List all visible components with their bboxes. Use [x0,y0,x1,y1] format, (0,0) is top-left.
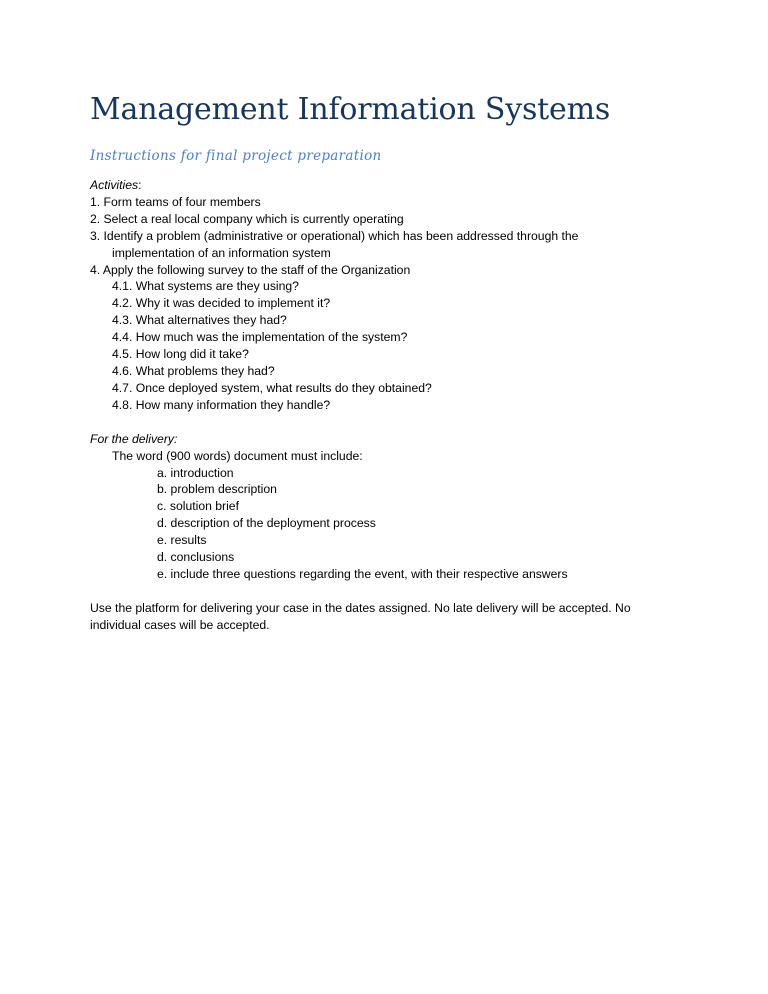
activity-step: 3. Identify a problem (administrative or operational) which has been addressed through the [90,228,579,243]
activity-step: 2. Select a real local company which is currently operating [90,211,404,226]
delivery-item: a. introduction [157,465,234,480]
closing-line: individual cases will be accepted. [90,617,270,632]
delivery-item: d. conclusions [157,550,235,565]
activity-steps [90,194,690,279]
delivery-item: e. include three questions regarding the event, with their respective answers [157,566,568,581]
activity-step: 1. Form teams of four members [90,194,261,209]
delivery-items [90,465,690,583]
closing-paragraph [90,600,690,634]
document-subtitle: Instructions for final project preparation [90,148,382,164]
survey-question: 4.6. What problems they had? [112,363,275,378]
delivery-item: b. problem description [157,482,277,497]
survey-question: 4.5. How long did it take? [112,347,249,362]
document-title: Management Information Systems [90,92,611,127]
survey-question: 4.8. How many information they handle? [112,397,331,412]
delivery-heading: For the delivery: [90,431,178,446]
activity-step: 4. Apply the following survey to the staff of the Organization [90,262,411,277]
activities-label: Activities [90,178,139,192]
delivery-item: c. solution brief [157,499,239,514]
activities-label-colon: : [138,178,142,192]
survey-question: 4.7. Once deployed system, what results do they obtained? [112,380,432,395]
delivery-item: d. description of the deployment process [157,516,376,531]
activities-heading [90,177,690,194]
delivery-intro: The word (900 words) document must include: [112,448,363,463]
activity-step-continuation: implementation of an information system [112,245,331,260]
document-page [90,90,690,634]
survey-question: 4.4. How much was the implementation of the system? [112,330,408,345]
closing-line: Use the platform for delivering your case in the dates assigned. No late delivery will be accepted. No [90,600,631,615]
survey-question: 4.2. Why it was decided to implement it? [112,296,331,311]
survey-question: 4.3. What alternatives they had? [112,313,287,328]
survey-questions [90,278,690,413]
survey-question: 4.1. What systems are they using? [112,279,299,294]
delivery-item: e. results [157,533,207,548]
